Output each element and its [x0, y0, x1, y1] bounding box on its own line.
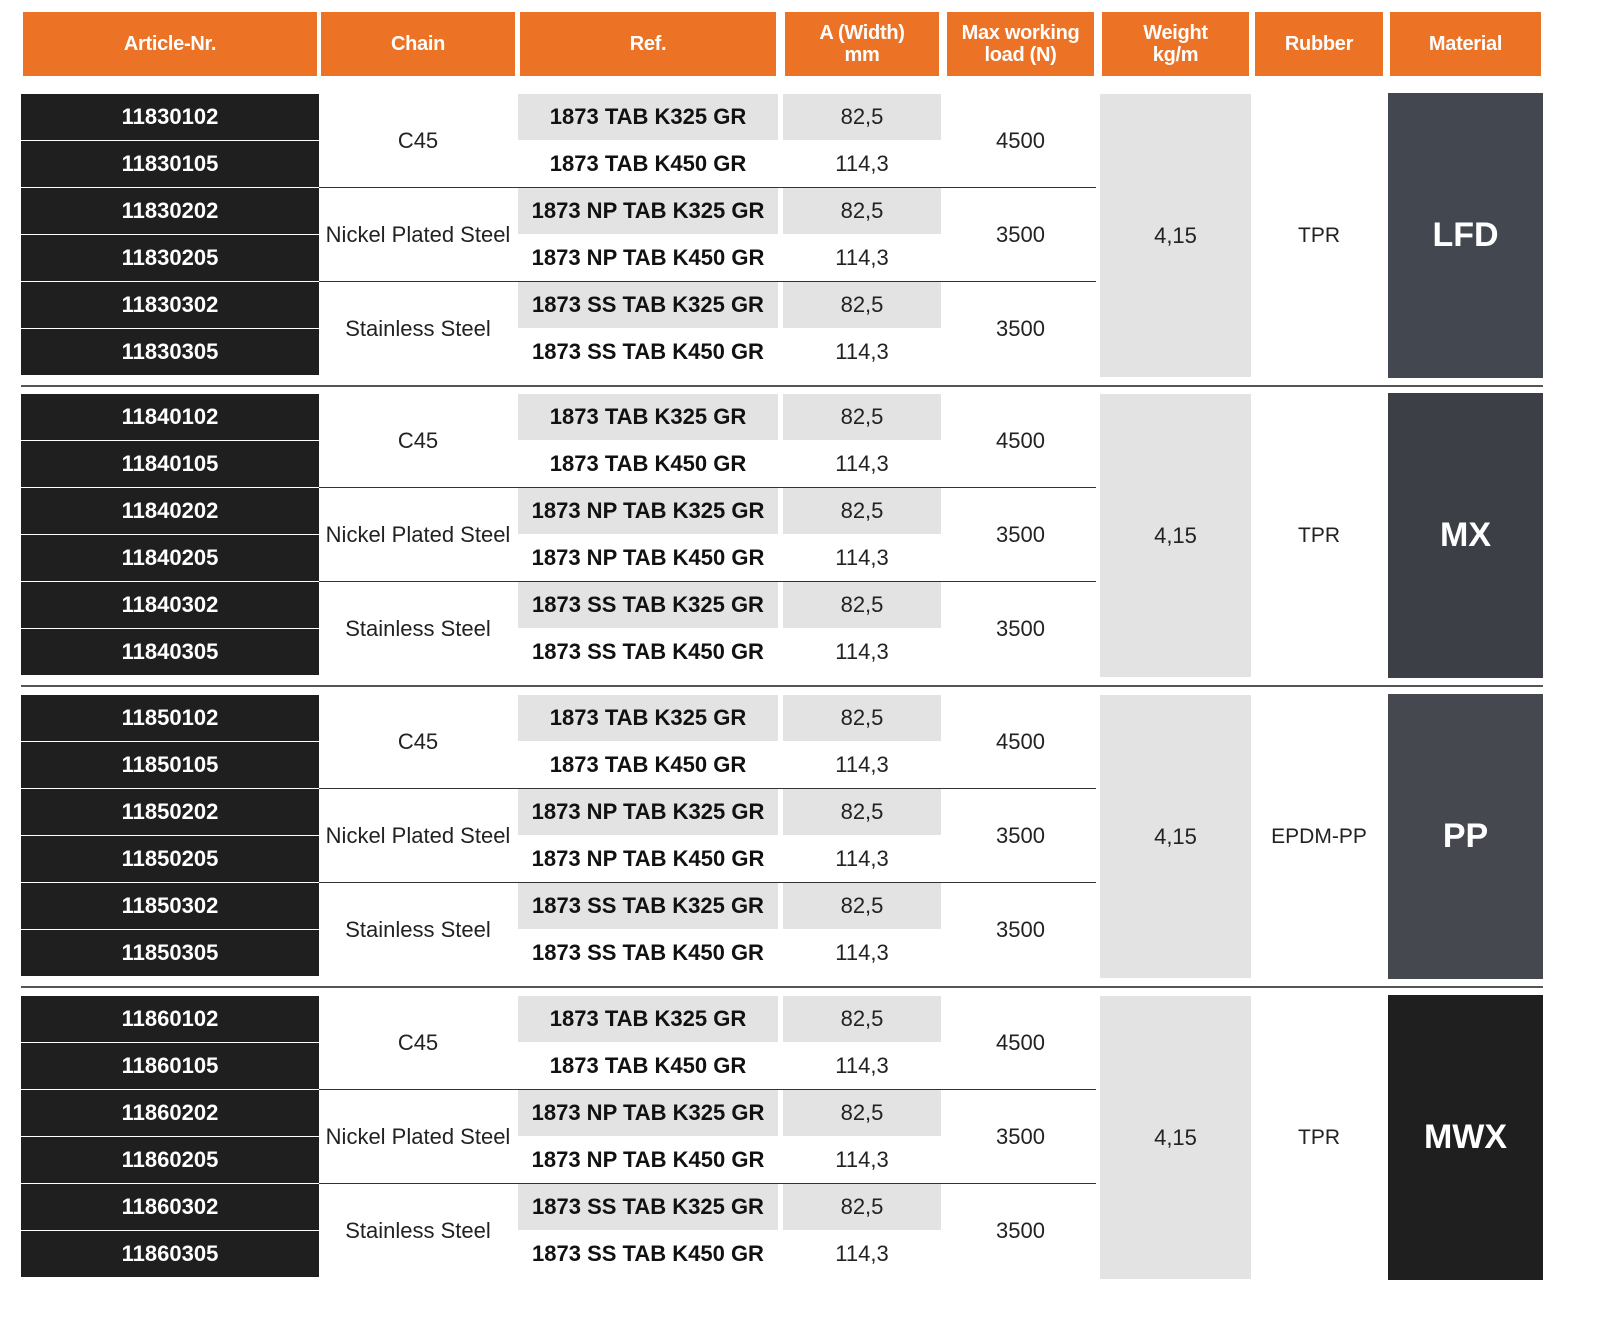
ref-value: 1873 TAB K450 GR [549, 752, 747, 777]
article-cell [21, 996, 319, 1042]
width-cell [783, 141, 941, 187]
chain-cell [319, 695, 517, 789]
ref-value: 1873 SS TAB K325 GR [532, 893, 764, 918]
ref-value: 1873 TAB K325 GR [549, 705, 747, 730]
material-cell [1388, 393, 1543, 678]
header-weight-text [1143, 22, 1208, 66]
width-value: 82,5 [840, 292, 884, 317]
material-cell [1388, 995, 1543, 1280]
article-cell [21, 629, 319, 675]
width-value: 82,5 [840, 893, 884, 918]
material-value: MWX [1423, 1118, 1508, 1156]
width-value: 114,3 [835, 940, 889, 965]
width-cell [783, 789, 941, 835]
width-value: 82,5 [840, 104, 884, 129]
width-cell [783, 235, 941, 281]
article-number: 11840102 [121, 404, 219, 429]
ref-cell [518, 441, 778, 487]
chain-name: C45 [397, 729, 439, 754]
article-cell [21, 1184, 319, 1230]
ref-cell [518, 582, 778, 628]
header-article-line: Article-Nr. [123, 33, 217, 55]
chain-name: Nickel Plated Steel [325, 1124, 511, 1149]
article-number: 11850205 [121, 846, 219, 871]
ref-cell [518, 742, 778, 788]
header-width-text [819, 22, 904, 66]
header-article [23, 12, 317, 76]
chain-name: Stainless Steel [345, 917, 491, 942]
width-value: 82,5 [840, 705, 884, 730]
group-separator [21, 986, 1543, 988]
header-width-line: A (Width) [819, 22, 905, 44]
chain-name: Stainless Steel [345, 1218, 491, 1243]
header-load [947, 12, 1094, 76]
width-cell [783, 488, 941, 534]
width-value: 114,3 [835, 151, 889, 176]
header-width-line: mm [844, 44, 880, 66]
article-number: 11840105 [121, 451, 219, 476]
width-cell [783, 930, 941, 976]
material-value: LFD [1432, 216, 1499, 254]
width-cell [783, 629, 941, 675]
ref-cell [518, 1137, 778, 1183]
width-cell [783, 1184, 941, 1230]
load-cell [945, 282, 1096, 376]
load-value: 4500 [996, 729, 1045, 754]
ref-value: 1873 SS TAB K450 GR [532, 639, 764, 664]
width-value: 114,3 [835, 1241, 889, 1266]
article-cell [21, 441, 319, 487]
ref-value: 1873 NP TAB K450 GR [531, 545, 765, 570]
ref-value: 1873 NP TAB K450 GR [531, 1147, 765, 1172]
width-value: 82,5 [840, 198, 884, 223]
rubber-cell [1253, 94, 1385, 377]
width-value: 82,5 [840, 1100, 884, 1125]
material-value: MX [1440, 516, 1491, 554]
rubber-value: TPR [1298, 523, 1340, 547]
load-cell [945, 1184, 1096, 1278]
load-cell [945, 1090, 1096, 1184]
chain-name: Stainless Steel [345, 616, 491, 641]
header-chain-line: Chain [390, 33, 446, 55]
width-value: 114,3 [835, 752, 889, 777]
width-value: 114,3 [835, 451, 889, 476]
header-material-text [1429, 33, 1502, 55]
ref-value: 1873 SS TAB K450 GR [532, 940, 764, 965]
chain-name: Stainless Steel [345, 316, 491, 341]
load-value: 3500 [996, 1124, 1045, 1149]
material-cell [1388, 694, 1543, 979]
article-number: 11840302 [121, 592, 219, 617]
width-value: 114,3 [835, 545, 889, 570]
load-cell [945, 789, 1096, 883]
ref-cell [518, 235, 778, 281]
chain-name: Nickel Plated Steel [325, 222, 511, 247]
width-cell [783, 441, 941, 487]
load-value: 3500 [996, 616, 1045, 641]
article-number: 11860305 [121, 1241, 219, 1266]
weight-cell [1100, 394, 1251, 677]
ref-value: 1873 SS TAB K325 GR [532, 1194, 764, 1219]
article-number: 11830302 [121, 292, 219, 317]
article-number: 11860102 [121, 1006, 219, 1031]
article-number: 11830202 [121, 198, 219, 223]
rubber-cell [1253, 996, 1385, 1279]
width-cell [783, 1137, 941, 1183]
chain-name: Nickel Plated Steel [325, 522, 511, 547]
width-value: 82,5 [840, 1006, 884, 1031]
header-article-text [124, 33, 216, 55]
header-ref-text [630, 33, 667, 55]
width-cell [783, 1090, 941, 1136]
article-cell [21, 94, 319, 140]
ref-value: 1873 NP TAB K325 GR [531, 799, 765, 824]
chain-name: Nickel Plated Steel [325, 823, 511, 848]
article-number: 11840305 [121, 639, 219, 664]
rubber-cell [1253, 695, 1385, 978]
width-value: 82,5 [840, 404, 884, 429]
article-number: 11840202 [121, 498, 219, 523]
ref-value: 1873 SS TAB K325 GR [532, 292, 764, 317]
ref-cell [518, 695, 778, 741]
article-number: 11850105 [121, 752, 219, 777]
load-value: 4500 [996, 1030, 1045, 1055]
ref-cell [518, 188, 778, 234]
article-number: 11850305 [121, 940, 219, 965]
article-cell [21, 141, 319, 187]
header-weight [1102, 12, 1249, 76]
ref-value: 1873 NP TAB K325 GR [531, 498, 765, 523]
weight-value: 4,15 [1154, 522, 1197, 548]
chain-cell [319, 789, 517, 883]
article-number: 11830305 [121, 339, 219, 364]
article-number: 11850202 [121, 799, 219, 824]
width-value: 82,5 [840, 498, 884, 523]
chain-name: C45 [397, 128, 439, 153]
article-cell [21, 1043, 319, 1089]
ref-cell [518, 629, 778, 675]
width-cell [783, 1043, 941, 1089]
header-ref [520, 12, 776, 76]
article-number: 11860202 [121, 1100, 219, 1125]
header-load-line: load (N) [984, 44, 1057, 66]
chain-name: C45 [397, 1030, 439, 1055]
ref-value: 1873 NP TAB K450 GR [531, 846, 765, 871]
article-cell [21, 488, 319, 534]
chain-cell [319, 488, 517, 582]
rubber-value: TPR [1298, 223, 1340, 247]
width-cell [783, 695, 941, 741]
load-cell [945, 188, 1096, 282]
ref-cell [518, 394, 778, 440]
material-cell [1388, 93, 1543, 378]
ref-cell [518, 1184, 778, 1230]
header-rubber [1255, 12, 1383, 76]
article-cell [21, 188, 319, 234]
width-value: 82,5 [840, 592, 884, 617]
load-cell [945, 883, 1096, 977]
ref-value: 1873 NP TAB K450 GR [531, 245, 765, 270]
width-cell [783, 394, 941, 440]
chain-cell [319, 1090, 517, 1184]
material-value: PP [1442, 817, 1489, 855]
ref-value: 1873 NP TAB K325 GR [531, 1100, 765, 1125]
weight-cell [1100, 695, 1251, 978]
chain-cell [319, 188, 517, 282]
ref-value: 1873 TAB K450 GR [549, 451, 747, 476]
ref-cell [518, 836, 778, 882]
header-rubber-line: Rubber [1284, 33, 1354, 55]
ref-cell [518, 883, 778, 929]
article-number: 11830105 [121, 151, 219, 176]
width-cell [783, 582, 941, 628]
header-weight-line: Weight [1143, 22, 1208, 44]
article-cell [21, 789, 319, 835]
load-cell [945, 94, 1096, 188]
load-value: 3500 [996, 917, 1045, 942]
article-number: 11830205 [121, 245, 219, 270]
ref-cell [518, 996, 778, 1042]
chain-cell [319, 996, 517, 1090]
load-cell [945, 582, 1096, 676]
ref-cell [518, 535, 778, 581]
ref-cell [518, 789, 778, 835]
ref-cell [518, 1090, 778, 1136]
width-value: 114,3 [835, 1147, 889, 1172]
group-separator [21, 685, 1543, 687]
ref-cell [518, 488, 778, 534]
header-material [1390, 12, 1541, 76]
article-cell [21, 1231, 319, 1277]
ref-value: 1873 TAB K325 GR [549, 404, 747, 429]
ref-cell [518, 141, 778, 187]
ref-cell [518, 94, 778, 140]
header-weight-line: kg/m [1152, 44, 1199, 66]
width-cell [783, 742, 941, 788]
article-number: 11850102 [121, 705, 219, 730]
load-value: 3500 [996, 823, 1045, 848]
weight-value: 4,15 [1154, 1124, 1197, 1150]
load-value: 4500 [996, 128, 1045, 153]
header-load-line: Max working [961, 22, 1080, 44]
header-chain [321, 12, 515, 76]
width-cell [783, 535, 941, 581]
article-cell [21, 930, 319, 976]
load-cell [945, 996, 1096, 1090]
width-cell [783, 996, 941, 1042]
article-cell [21, 695, 319, 741]
load-cell [945, 488, 1096, 582]
chain-cell [319, 282, 517, 376]
article-cell [21, 535, 319, 581]
chain-cell [319, 883, 517, 977]
article-cell [21, 836, 319, 882]
width-value: 114,3 [835, 1053, 889, 1078]
chain-name: C45 [397, 428, 439, 453]
width-value: 114,3 [835, 245, 889, 270]
ref-cell [518, 329, 778, 375]
width-value: 114,3 [835, 339, 889, 364]
article-cell [21, 883, 319, 929]
rubber-cell [1253, 394, 1385, 677]
weight-value: 4,15 [1154, 222, 1197, 248]
article-cell [21, 582, 319, 628]
weight-cell [1100, 996, 1251, 1279]
ref-cell [518, 930, 778, 976]
rubber-value: TPR [1298, 1125, 1340, 1149]
header-ref-line: Ref. [629, 33, 667, 55]
article-number: 11840205 [121, 545, 219, 570]
width-cell [783, 329, 941, 375]
header-material-line: Material [1428, 33, 1503, 55]
article-cell [21, 394, 319, 440]
load-value: 4500 [996, 428, 1045, 453]
width-value: 114,3 [835, 846, 889, 871]
load-cell [945, 695, 1096, 789]
header-rubber-text [1285, 33, 1353, 55]
article-cell [21, 742, 319, 788]
article-cell [21, 1090, 319, 1136]
load-cell [945, 394, 1096, 488]
ref-value: 1873 SS TAB K325 GR [532, 592, 764, 617]
header-width [785, 12, 939, 76]
width-value: 114,3 [835, 639, 889, 664]
ref-value: 1873 SS TAB K450 GR [532, 339, 764, 364]
width-cell [783, 94, 941, 140]
article-cell [21, 329, 319, 375]
chain-cell [319, 582, 517, 676]
width-cell [783, 188, 941, 234]
header-chain-text [391, 33, 445, 55]
width-cell [783, 883, 941, 929]
width-cell [783, 1231, 941, 1277]
ref-value: 1873 NP TAB K325 GR [531, 198, 765, 223]
ref-value: 1873 TAB K325 GR [549, 1006, 747, 1031]
group-separator [21, 385, 1543, 387]
load-value: 3500 [996, 1218, 1045, 1243]
load-value: 3500 [996, 316, 1045, 341]
ref-cell [518, 1043, 778, 1089]
article-number: 11860302 [121, 1194, 219, 1219]
ref-value: 1873 TAB K325 GR [549, 104, 747, 129]
width-cell [783, 282, 941, 328]
ref-value: 1873 TAB K450 GR [549, 1053, 747, 1078]
ref-cell [518, 282, 778, 328]
weight-cell [1100, 94, 1251, 377]
chain-cell [319, 1184, 517, 1278]
article-cell [21, 1137, 319, 1183]
width-value: 82,5 [840, 799, 884, 824]
width-value: 82,5 [840, 1194, 884, 1219]
header-load-text [962, 22, 1080, 66]
article-number: 11860105 [121, 1053, 219, 1078]
load-value: 3500 [996, 522, 1045, 547]
ref-value: 1873 TAB K450 GR [549, 151, 747, 176]
ref-value: 1873 SS TAB K450 GR [532, 1241, 764, 1266]
ref-cell [518, 1231, 778, 1277]
weight-value: 4,15 [1154, 823, 1197, 849]
rubber-value: EPDM-PP [1271, 824, 1367, 848]
article-number: 11830102 [121, 104, 219, 129]
load-value: 3500 [996, 222, 1045, 247]
chain-cell [319, 94, 517, 188]
article-cell [21, 235, 319, 281]
chain-cell [319, 394, 517, 488]
article-number: 11850302 [121, 893, 219, 918]
article-number: 11860205 [121, 1147, 219, 1172]
article-cell [21, 282, 319, 328]
width-cell [783, 836, 941, 882]
